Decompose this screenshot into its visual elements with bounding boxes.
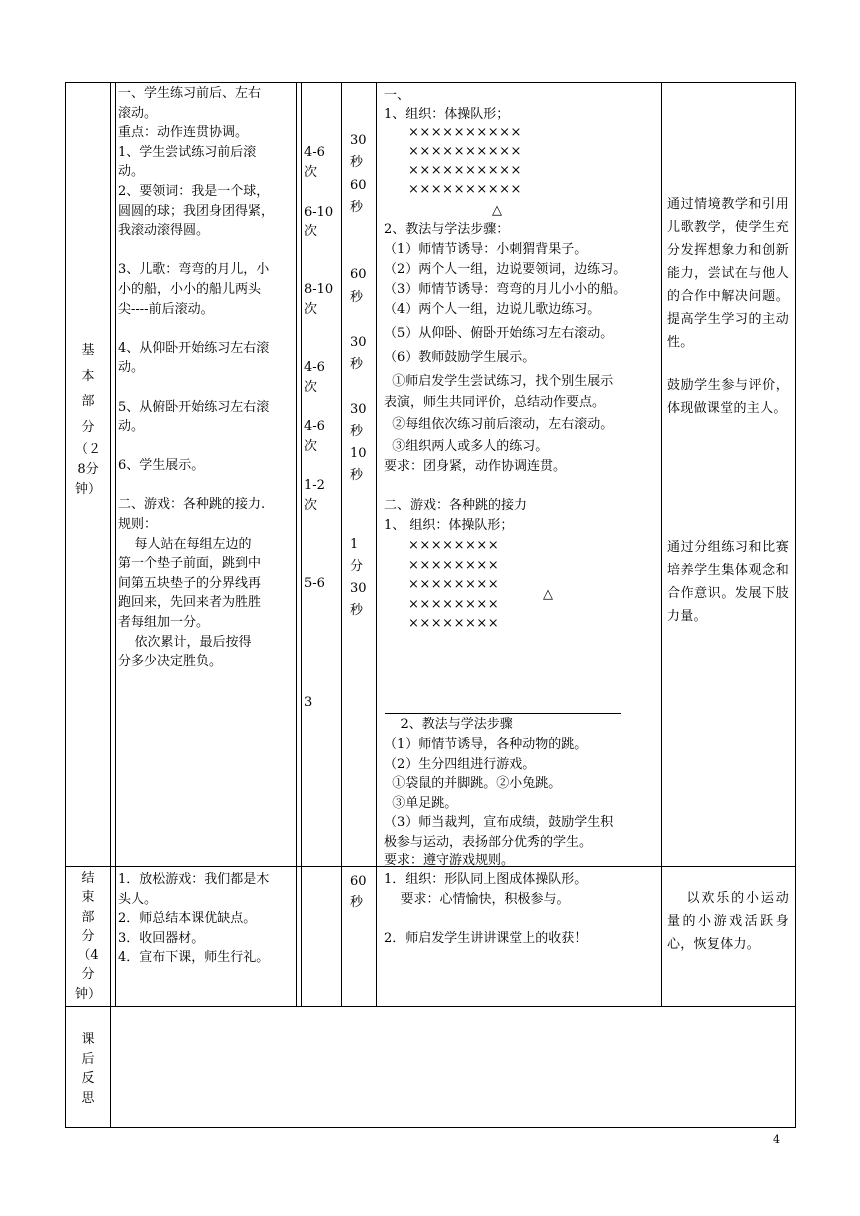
method-line: 表演，师生共同评价，总结动作要点。 <box>384 395 606 410</box>
reps-value: 8-10 <box>304 282 334 297</box>
method-line: 极参与运动，表扬部分优秀的学生。 <box>384 835 593 850</box>
time-value: 30 <box>350 402 367 417</box>
time-unit: 秒 <box>350 155 364 170</box>
method-line: （2）两个人一组，边说要领词，边练习。 <box>384 262 627 277</box>
method-line: （6）教师鼓励学生展示。 <box>384 350 536 365</box>
content-line: 2、要领词：我是一个球， <box>118 183 270 199</box>
page-number: 4 <box>773 1133 780 1146</box>
time-unit: 秒 <box>350 200 364 215</box>
time-value: 1 <box>350 537 359 552</box>
reps-value: 1-2 <box>304 478 325 493</box>
formation-row: ×××××××××× <box>408 182 522 197</box>
method-line: 一、 <box>384 88 411 103</box>
ending-intent <box>667 887 789 956</box>
label-char: 分 <box>81 928 95 944</box>
content-line: 动。 <box>118 419 145 435</box>
method-line <box>384 909 660 929</box>
time-unit: 秒 <box>350 895 364 910</box>
method-line: （1）师情节诱导，各种动物的跳。 <box>384 737 588 752</box>
intent-block <box>667 193 789 354</box>
label-char: 基 <box>81 343 95 358</box>
reps-unit: 次 <box>304 165 318 180</box>
time-unit: 秒 <box>350 468 364 483</box>
time-value: 30 <box>350 133 367 148</box>
label-char: 本 <box>81 368 95 384</box>
method-line: 2、教法与学法步骤 <box>384 717 513 732</box>
formation-row: ×××××××× <box>408 596 500 612</box>
reps-unit: 次 <box>304 380 318 395</box>
content-line: 圆圆的球；我团身团得紧， <box>118 203 275 219</box>
divider-line <box>385 713 621 714</box>
time-unit: 分 <box>350 559 364 574</box>
content-line: 间第五块垫子的分界线再 <box>118 575 262 591</box>
method-line: ③组织两人或多人的练习。 <box>384 439 549 454</box>
method-line: （4）两个人一组，边说儿歌边练习。 <box>384 302 601 317</box>
content-line: 者每组加一分。 <box>118 615 210 631</box>
label-char: 钟） <box>74 986 101 1002</box>
reps-value: 4-6 <box>304 145 325 160</box>
method-line: ③单足跳。 <box>384 796 458 811</box>
intent-block <box>667 374 789 420</box>
content-line: 3、儿歌：弯弯的月儿，小 <box>118 262 270 278</box>
time-value: 60 <box>350 874 367 889</box>
content-line: 依次累计，最后按得 <box>118 634 252 650</box>
time-value: 60 <box>350 178 367 193</box>
content-line <box>118 476 296 496</box>
content-line: 动。 <box>118 360 145 376</box>
method-line: 二、游戏：各种跳的接力 <box>384 498 528 513</box>
label-char: （２ <box>74 442 101 458</box>
content-line: 一、学生练习前后、左右 <box>118 86 262 101</box>
content-line: 尖----前后滚动。 <box>118 301 214 317</box>
method-line: （1）师情节诱导：小刺猬背果子。 <box>384 242 588 257</box>
label-char: 课 <box>81 1032 95 1047</box>
section-label-basic <box>66 338 110 500</box>
basic-content <box>118 84 296 672</box>
formation-row: ×××××××× <box>408 538 500 553</box>
teacher-mark: △ <box>543 587 553 602</box>
formation-row: ×××××××× <box>408 577 500 592</box>
reps-unit: 次 <box>304 224 318 239</box>
content-line: 二、游戏：各种跳的接力. <box>118 497 266 513</box>
content-line <box>118 437 296 457</box>
teacher-mark: △ <box>492 203 502 218</box>
reps-unit: 次 <box>304 498 318 513</box>
reps-value: 4-6 <box>304 360 325 375</box>
label-char: 部 <box>81 394 95 410</box>
content-line: 第一个垫子前面，跳到中 <box>118 556 262 572</box>
method-line: ①师启发学生尝试练习，找个别生展示 <box>384 374 614 389</box>
content-line: 我滚动滚得圆。 <box>118 223 210 239</box>
reps-value: 4-6 <box>304 419 325 434</box>
label-char: 8分 <box>77 462 99 478</box>
formation-row: ×××××××× <box>408 557 500 573</box>
formation-row: ×××××××××× <box>408 163 522 178</box>
formation-row: ×××××××××× <box>408 125 522 140</box>
reps-unit: 次 <box>304 302 318 317</box>
time-unit: 秒 <box>350 424 364 439</box>
label-char: 分 <box>81 967 95 983</box>
label-char: 钟） <box>74 482 101 498</box>
intent-text: 以欢乐的小运动量的小游戏活跃身心，恢复体力。 <box>667 891 789 952</box>
time-value: 60 <box>350 267 367 282</box>
content-line: 3．收回器材。 <box>118 930 205 946</box>
label-char: 后 <box>81 1051 95 1067</box>
content-line: 跑回来，先回来者为胜胜 <box>118 595 262 611</box>
reps-value: 5-6 <box>304 576 325 591</box>
content-line: 每人站在每组左边的 <box>118 536 252 552</box>
time-unit: 秒 <box>350 290 364 305</box>
formation-2 <box>408 536 499 634</box>
content-line: 头人。 <box>118 891 158 907</box>
method-line: 2、教法与学法步骤： <box>384 222 510 237</box>
label-char: （4 <box>77 948 99 964</box>
section-label-ending <box>66 869 110 1004</box>
content-line: 1、学生尝试练习前后滚 <box>118 144 257 160</box>
content-line: 4、从仰卧开始练习左右滚 <box>118 340 270 356</box>
content-line: 1．放松游戏：我们都是木 <box>118 872 270 887</box>
time-value: 30 <box>350 581 367 596</box>
content-line: 重点：动作连贯协调。 <box>118 125 249 141</box>
intent-text: 通过情境教学和引用儿歌教学，使学生充分发挥想象力和创新能力，尝试在与他人的合作中解决问题。提高学生学习的主动性。 <box>667 197 789 350</box>
label-char: 反 <box>81 1071 95 1087</box>
method-line: 要求：心情愉快，积极参与。 <box>384 891 570 907</box>
label-char: 思 <box>81 1090 95 1106</box>
time-unit: 秒 <box>350 603 364 618</box>
method-line: 1、 组织：体操队形； <box>384 518 514 533</box>
reps-value: 3 <box>304 695 313 710</box>
content-line: 滚动。 <box>118 105 158 121</box>
formation-1 <box>408 123 522 199</box>
time-unit: 秒 <box>350 357 364 372</box>
method-line: （3）师情节诱导：弯弯的月儿小小的船。 <box>384 282 627 297</box>
ending-content <box>118 870 296 968</box>
time-value: 30 <box>350 335 367 350</box>
method-line: 1．组织：形队同上图成体操队形。 <box>384 872 588 887</box>
method-line: ②每组依次练习前后滚动，左右滚动。 <box>384 417 614 432</box>
formation-row: ×××××××× <box>408 616 500 631</box>
ending-method <box>384 870 660 948</box>
reps-unit: 次 <box>304 439 318 454</box>
method-line: 要求：遵守游戏规则。 <box>384 853 515 868</box>
reflection-content[interactable] <box>112 1008 794 1126</box>
label-char: 束 <box>81 890 95 906</box>
formation-row: ×××××××××× <box>408 144 522 159</box>
content-line: 5、从俯卧开始练习左右滚 <box>118 399 270 415</box>
method-line: （3）师当裁判，宣布成绩，鼓励学生积 <box>384 815 614 830</box>
content-line: 动。 <box>118 164 145 180</box>
reps-value: 6-10 <box>304 205 334 220</box>
content-line <box>118 378 296 398</box>
content-line: 2．师总结本课优缺点。 <box>118 911 257 927</box>
intent-text: 鼓励学生参与评价，体现做课堂的主人。 <box>667 378 789 416</box>
content-line: 4．宣布下课，师生行礼。 <box>118 950 270 966</box>
label-char: 分 <box>81 419 95 435</box>
method-line: 要求：团身紧，动作协调连贯。 <box>384 459 567 474</box>
content-line: 规则： <box>118 517 158 533</box>
intent-text: 通过分组练习和比赛培养学生集体观念和合作意识。发展下肢力量。 <box>667 540 789 624</box>
method-line: 1、组织：体操队形； <box>384 107 510 122</box>
time-value: 10 <box>350 446 367 461</box>
content-line <box>118 241 296 261</box>
method-line: 2．师启发学生讲讲课堂上的收获！ <box>384 930 588 946</box>
intent-block <box>667 536 789 628</box>
method-line: ①袋鼠的并脚跳。②小兔跳。 <box>384 776 562 791</box>
method-line: （5）从仰卧、俯卧开始练习左右滚动。 <box>384 326 614 341</box>
content-line <box>118 319 296 339</box>
method-line: （2）生分四组进行游戏。 <box>384 757 536 772</box>
content-line: 分多少决定胜负。 <box>118 654 223 670</box>
content-line: 6、学生展示。 <box>118 458 205 474</box>
content-line: 小的船，小小的船儿两头 <box>118 281 262 297</box>
label-char: 部 <box>81 909 95 925</box>
label-char: 结 <box>81 871 95 886</box>
section-label-reflection <box>66 1030 110 1108</box>
